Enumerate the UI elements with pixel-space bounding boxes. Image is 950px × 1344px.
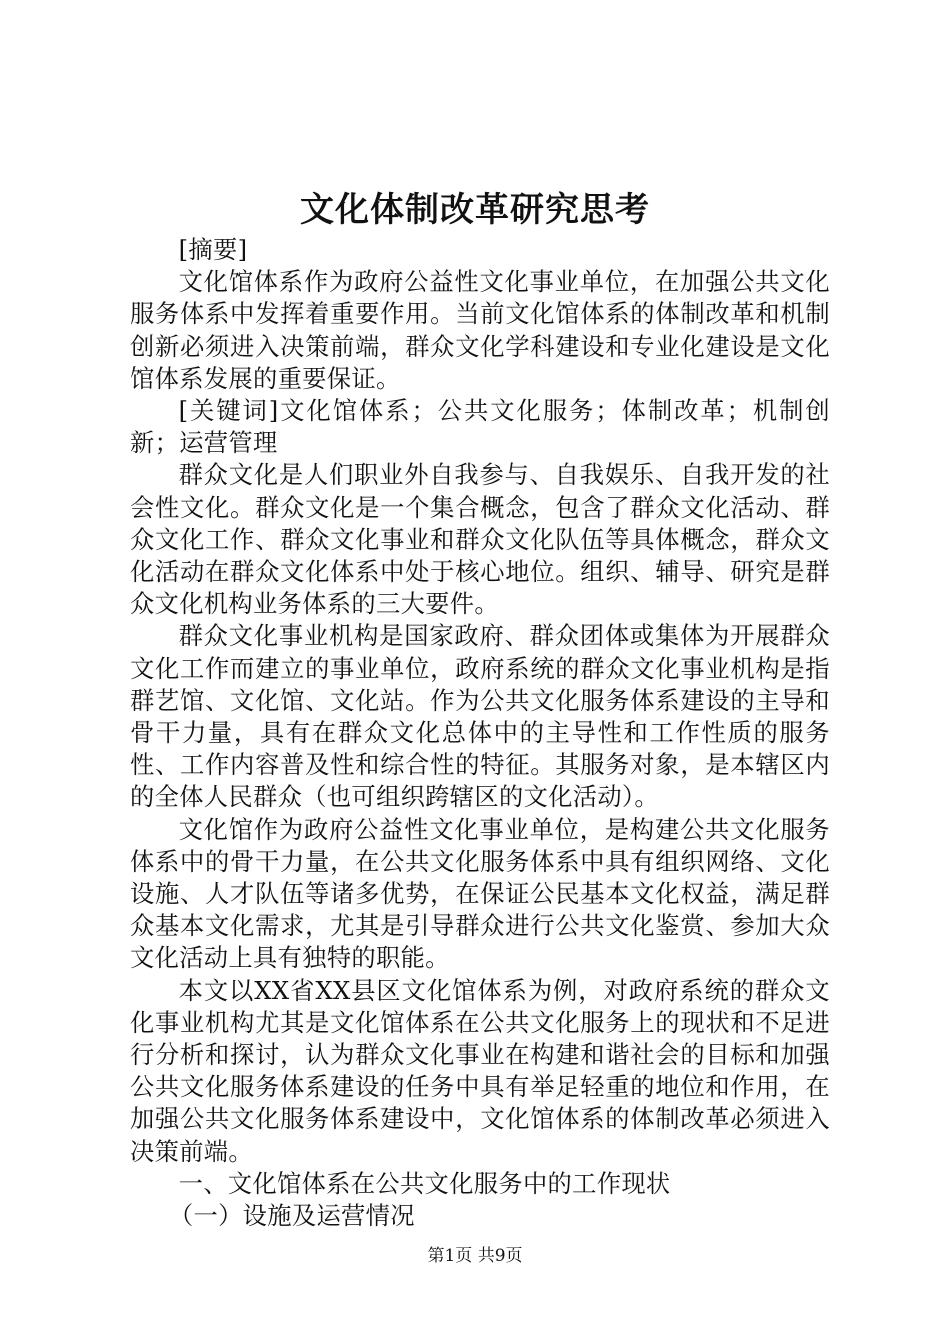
page-footer: 第1页 共9页 [427,1246,523,1266]
paragraph: 群众文化是人们职业外自我参与、自我娱乐、自我开发的社会性文化。群众文化是一个集合概念，包含了群众文化活动、群众文化工作、群众文化事业和群众文化队伍等具体概念，群众文化活动在群众文化体系中处于核心地位。组织、辅导、研究是群众文化机构业务体系的三大要件。 [130,460,830,619]
subsection-heading: （一）设施及运营情况 [168,1201,415,1231]
paragraph: 群众文化事业机构是国家政府、群众团体或集体为开展群众文化工作而建立的事业单位，政府系统的群众文化事业机构是指群艺馆、文化馆、文化站。作为公共文化服务体系建设的主导和骨干力量，具有在群众文化总体中的主导性和工作性质的服务性、工作内容普及性和综合性的特征。其服务对象，是本辖区内的全体人民群众（也可组织跨辖区的文化活动）。 [130,621,830,812]
document-title: 文化体制改革研究思考 [300,190,650,230]
section-heading: 一、文化馆体系在公共文化服务中的工作现状 [178,1168,671,1198]
paragraph: 本文以XX省XX县区文化馆体系为例，对政府系统的群众文化事业机构尤其是文化馆体系在公共文化服务上的现状和不足进行分析和探讨，认为群众文化事业在构建和谐社会的目标和加强公共文化服务体系建设的任务中具有举足轻重的地位和作用，在加强公共文化服务体系建设中，文化馆体系的体制改革必须进入决策前端。 [130,975,830,1166]
document-body [130,234,830,1232]
abstract-label: [摘要] [178,235,248,264]
keywords: [关键词]文化馆体系；公共文化服务；体制改革；机制创新；运营管理 [130,396,830,458]
abstract-text: 文化馆体系作为政府公益性文化事业单位，在加强公共文化服务体系中发挥着重要作用。当前文化馆体系的体制改革和机制创新必须进入决策前端，群众文化学科建设和专业化建设是文化馆体系发展的重要保证。 [130,267,830,393]
paragraph: 文化馆作为政府公益性文化事业单位，是构建公共文化服务体系中的骨干力量，在公共文化服务体系中具有组织网络、文化设施、人才队伍等诸多优势，在保证公民基本文化权益，满足群众基本文化需求，尤其是引导群众进行公共文化鉴赏、参加大众文化活动上具有独特的职能。 [130,814,830,973]
